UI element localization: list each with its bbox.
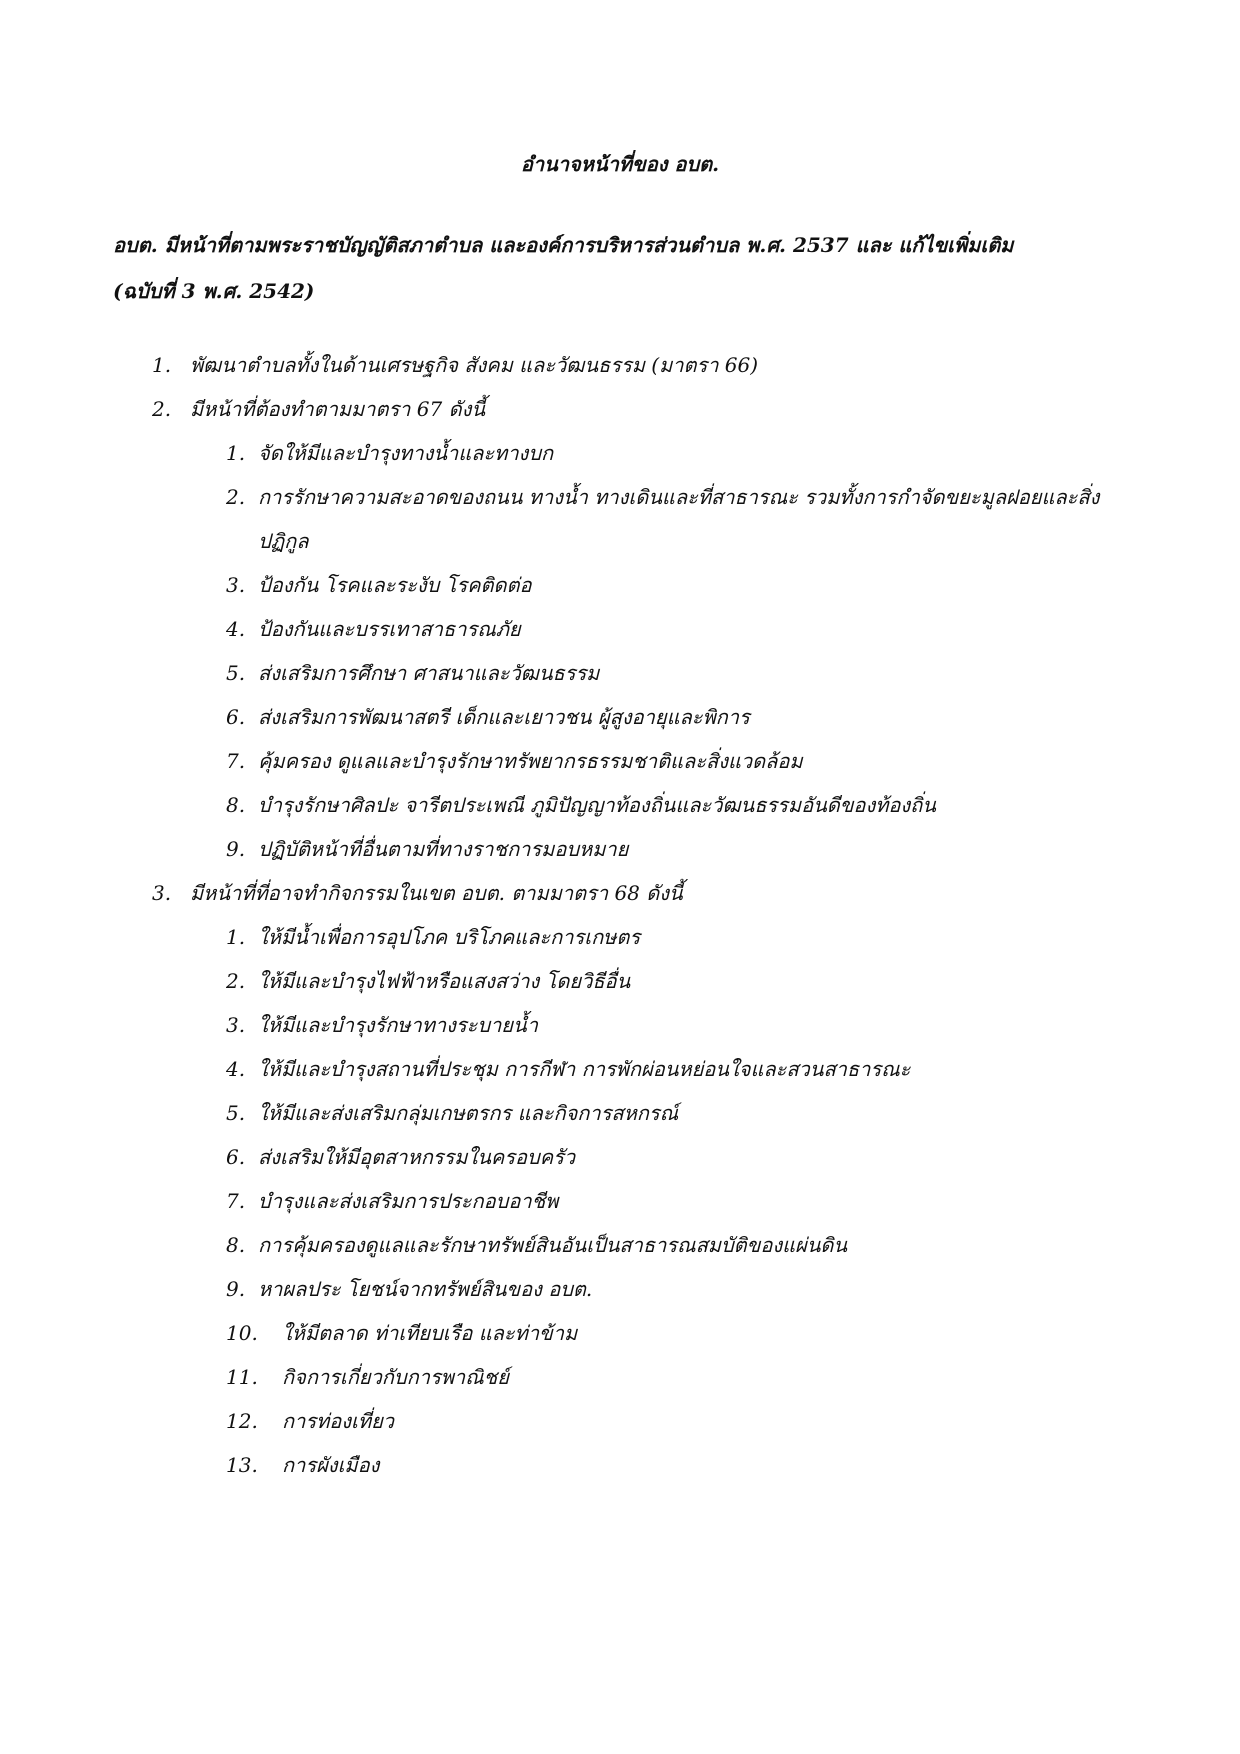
item-text: การท่องเที่ยว [282,1409,395,1433]
item-text: การรักษาความสะอาดของถนน ทางน้ำ ทางเดินและที่สาธารณะ รวมทั้งการกำจัดขยะมูลฝอยและสิ่งปฏิกูล [258,485,1100,553]
sub-list-item [0,607,1138,651]
item-text: การคุ้มครองดูแลและรักษาทรัพย์สินอันเป็นสาธารณสมบัติของแผ่นดิน [258,1233,848,1257]
sub-list-item [0,1311,1162,1355]
item-number: 9. [226,837,246,861]
item-number: 4. [226,617,246,641]
item-text: ให้มีและบำรุงสถานที่ประชุม การกีฬา การพักผ่อนหย่อนใจและสวนสาธารณะ [258,1057,911,1081]
sub-list-item [0,475,1138,563]
item-number: 5. [226,1101,246,1125]
item-number: 1. [152,353,172,377]
sub-list-item [0,1267,1138,1311]
intro-line-2: (ฉบับที่ 3 พ.ศ. 2542) [113,279,315,303]
sub-list-item [0,1223,1138,1267]
item-number: 8. [226,1233,246,1257]
item-number: 6. [226,1145,246,1169]
item-number: 4. [226,1057,246,1081]
item-number: 1. [226,441,246,465]
item-number: 7. [226,1189,246,1213]
sub-list-item [0,651,1138,695]
item-text: ส่งเสริมการพัฒนาสตรี เด็กและเยาวชน ผู้สูงอายุและพิการ [258,705,750,729]
item-number: 2. [226,485,246,509]
item-text: มีหน้าที่ที่อาจทำกิจกรรมในเขต อบต. ตามมาตรา 68 ดังนี้ [190,881,683,905]
item-number: 13. [226,1453,258,1477]
item-text: บำรุงรักษาศิลปะ จารีตประเพณี ภูมิปัญญาท้องถิ่นและวัฒนธรรมอันดีของท้องถิ่น [258,793,936,817]
item-number: 3. [226,573,246,597]
item-number: 1. [226,925,246,949]
item-number: 2. [152,397,172,421]
item-number: 5. [226,661,246,685]
item-text: ให้มีและส่งเสริมกลุ่มเกษตรกร และกิจการสหกรณ์ [258,1101,679,1125]
list-item [0,343,1240,387]
item-text: มีหน้าที่ต้องทำตามมาตรา 67 ดังนี้ [190,397,485,421]
item-text: หาผลประ โยชน์จากทรัพย์สินของ อบต. [258,1277,593,1301]
item-text: จัดให้มีและบำรุงทางน้ำและทางบก [258,441,554,465]
sub-list-item [0,827,1138,871]
item-text: ให้มีและบำรุงไฟฟ้าหรือแสงสว่าง โดยวิธีอื่น [258,969,631,993]
item-number: 3. [152,881,172,905]
item-number: 12. [226,1409,258,1433]
item-text: ส่งเสริมการศึกษา ศาสนาและวัฒนธรรม [258,661,600,685]
sub-list-item [0,915,1138,959]
item-text: ให้มีน้ำเพื่อการอุปโภค บริโภคและการเกษตร [258,925,641,949]
sub-list-item [0,431,1138,475]
intro-paragraph [113,222,1153,314]
item-number: 8. [226,793,246,817]
item-text: ปฏิบัติหน้าที่อื่นตามที่ทางราชการมอบหมาย [258,837,629,861]
item-number: 6. [226,705,246,729]
sub-list-item [0,739,1138,783]
item-text: ส่งเสริมให้มีอุตสาหกรรมในครอบครัว [258,1145,576,1169]
sub-list-item [0,1091,1138,1135]
sub-list-item [0,1443,1162,1487]
item-number: 11. [226,1365,258,1389]
item-text: ป้องกันและบรรเทาสาธารณภัย [258,617,521,641]
sub-list-item [0,1179,1138,1223]
sub-list-item [0,1355,1162,1399]
item-text: คุ้มครอง ดูแลและบำรุงรักษาทรัพยากรธรรมชาติและสิ่งแวดล้อม [258,749,803,773]
sub-list-item [0,1135,1138,1179]
list-item [0,387,1240,431]
duties-list [0,343,1240,1487]
intro-line-1: อบต. มีหน้าที่ตามพระราชบัญญัติสภาตำบล และองค์การบริหารส่วนตำบล พ.ศ. 2537 และ แก้ไขเพิ่มเติม [113,233,1014,257]
list-item [0,871,1240,915]
item-number: 10. [226,1321,258,1345]
item-number: 9. [226,1277,246,1301]
item-text: กิจการเกี่ยวกับการพาณิชย์ [282,1365,509,1389]
page-title: อำนาจหน้าที่ของ อบต. [520,152,720,176]
item-text: บำรุงและส่งเสริมการประกอบอาชีพ [258,1189,559,1213]
item-text: ป้องกัน โรคและระงับ โรคติดต่อ [258,573,532,597]
sub-list-item [0,695,1138,739]
sub-list-item [0,1047,1138,1091]
item-text: ให้มีตลาด ท่าเทียบเรือ และท่าข้าม [282,1321,578,1345]
item-number: 3. [226,1013,246,1037]
sub-list-item [0,563,1138,607]
sub-list-item [0,783,1138,827]
item-text: พัฒนาตำบลทั้งในด้านเศรษฐกิจ สังคม และวัฒนธรรม (มาตรา 66) [190,353,759,377]
sub-list-item [0,1399,1162,1443]
sub-list-item [0,1003,1138,1047]
item-number: 2. [226,969,246,993]
sub-list-item [0,959,1138,1003]
item-text: การผังเมือง [282,1453,380,1477]
item-text: ให้มีและบำรุงรักษาทางระบายน้ำ [258,1013,538,1037]
item-number: 7. [226,749,246,773]
